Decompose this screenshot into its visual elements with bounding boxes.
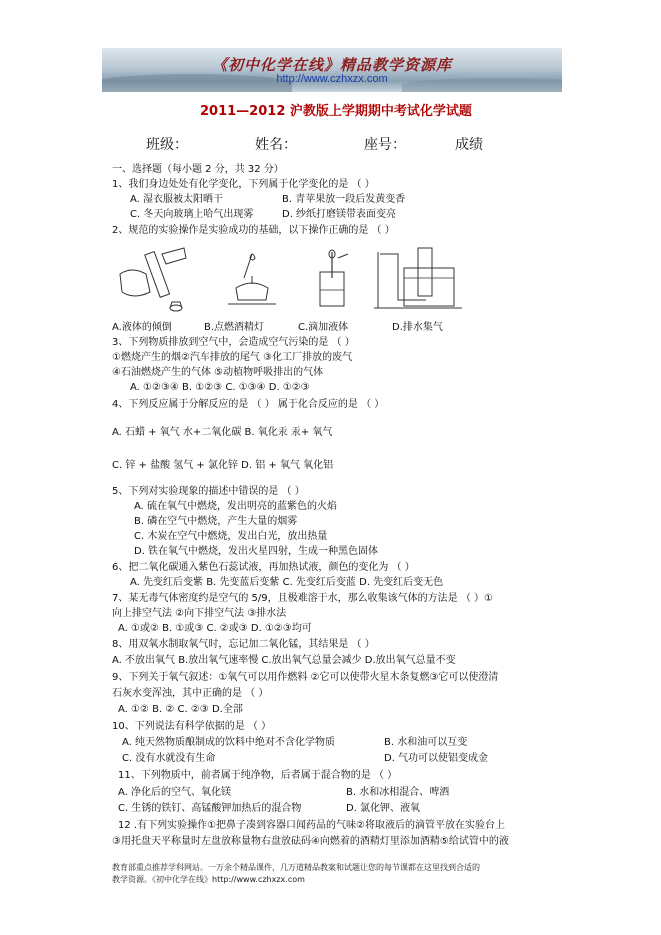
question-11-option-a: A. 净化后的空气、氧化镁 xyxy=(118,787,232,798)
question-1-option-d: D. 纱纸打磨镁带表面变亮 xyxy=(282,209,397,220)
question-5-option-c: C. 木炭在空气中燃烧，发出白光，放出热量 xyxy=(134,531,328,542)
question-10-option-a: A. 纯天然物质酿制成的饮料中绝对不含化学物质 xyxy=(122,737,336,748)
water-collection-figure xyxy=(374,244,464,310)
question-1-option-a: A. 湿衣服被太阳晒干 xyxy=(130,194,224,205)
question-4-options-cd: C. 锌 + 盐酸 氢气 + 氯化锌 D. 铝 + 氧气 氧化铝 xyxy=(112,460,334,471)
question-7-stem: 7、某无毒气体密度约是空气的 5/9，且极难溶于水，那么收集该气体的方法是 （ ）① xyxy=(112,593,493,604)
question-1-stem: 1、我们身边处处有化学变化，下列属于化学变化的是 （ ） xyxy=(112,179,375,190)
question-11-option-c: C. 生锈的铁钉、高锰酸钾加热后的混合物 xyxy=(118,803,302,814)
question-10-option-d: D. 气功可以使铝变成金 xyxy=(384,753,489,764)
question-6-stem: 6、把二氧化碳通入紫色石蕊试液，再加热试液，颜色的变化为 （ ） xyxy=(112,562,415,573)
question-6-options: A. 先变红后变紫 B. 先变蓝后变紫 C. 先变红后变蓝 D. 先变红后变无色 xyxy=(130,577,444,588)
question-12-stem: 12 .有下列实验操作①把鼻子凑到容器口闻药品的气味②将取液后的滴管平放在实验台上 xyxy=(118,820,506,831)
question-10-stem: 10、下列说法有科学依据的是 （ ） xyxy=(112,721,272,732)
question-3-stem: 3、下列物质排放到空气中，会造成空气污染的是 （ ） xyxy=(112,337,355,348)
score-label: 成绩 xyxy=(455,137,483,153)
class-label: 班级： xyxy=(146,137,188,153)
question-9-stem-continued: 石灰水变浑浊，其中正确的是 （ ） xyxy=(112,688,269,699)
pouring-liquid-figure xyxy=(112,244,192,314)
question-3-options: A. ①②③④ B. ①②③ C. ①③④ D. ①②③ xyxy=(130,382,310,393)
question-5-stem: 5、下列对实验现象的描述中错误的是 （ ） xyxy=(112,486,305,497)
question-11-option-b: B. 水和冰相混合、啤酒 xyxy=(346,787,450,798)
question-4-stem: 4、下列反应属于分解反应的是 （ ） 属于化合反应的是 （ ） xyxy=(112,399,385,410)
question-11-stem: 11、下列物质中，前者属于纯净物，后者属于混合物的是 （ ） xyxy=(118,770,398,781)
footer-line: 教学资源。《初中化学在线》http://www.czhxzx.com xyxy=(112,875,305,884)
question-3-item-line: ①燃烧产生的烟②汽车排放的尾气 ③化工厂排放的废气 xyxy=(112,352,353,363)
site-banner xyxy=(102,48,562,92)
question-8-options: A. 不放出氧气 B.放出氧气速率慢 C.放出氧气总量会减少 D.放出氧气总量不变 xyxy=(112,655,456,666)
question-4-options-ab: A. 石蜡 + 氧气 水+二氧化碳 B. 氧化汞 汞+ 氧气 xyxy=(112,427,333,438)
seat-label: 座号： xyxy=(364,137,406,153)
alcohol-lamp-figure xyxy=(222,248,282,308)
question-9-stem: 9、下列关于氧气叙述：①氧气可以用作燃料 ②它可以使带火星木条复燃③它可以使澄清 xyxy=(112,672,499,683)
question-8-stem: 8、用双氧水制取氧气时，忘记加二氧化锰，其结果是 （ ） xyxy=(112,639,375,650)
banner-title: 《初中化学在线》精品教学资源库 xyxy=(211,56,452,74)
question-1-option-c: C. 冬天向玻璃上哈气出现雾 xyxy=(130,209,254,220)
name-label: 姓名： xyxy=(255,137,297,153)
question-2-option-d: D.排水集气 xyxy=(392,322,443,333)
page-footer xyxy=(112,862,480,886)
footer-line: 教育部重点推荐学科网站。一万余个精品课件，几万道精品教案和试题让您的每节课都在这里找到合适的 xyxy=(112,863,480,872)
section-heading: 一、选择题（每小题 2 分，共 32 分） xyxy=(112,164,284,175)
question-5-option-d: D. 铁在氧气中燃烧，发出火星四射，生成一种黑色固体 xyxy=(134,546,379,557)
question-5-option-a: A. 硫在氧气中燃烧，发出明亮的蓝紫色的火焰 xyxy=(134,501,338,512)
question-11-option-d: D. 氯化钾、液氧 xyxy=(346,803,421,814)
question-12-stem-continued: ③用托盘天平称量时左盘放称量物右盘放砝码④向燃着的酒精灯里添加酒精⑤给试管中的液 xyxy=(112,836,509,847)
question-7-stem-continued: 向上排空气法 ②向下排空气法 ③排水法 xyxy=(112,608,287,619)
question-5-option-b: B. 磷在空气中燃烧，产生大量的烟雾 xyxy=(134,516,298,527)
question-1-option-b: B. 青苹果放一段后发黄变香 xyxy=(282,194,406,205)
question-7-options: A. ①或② B. ①或③ C. ②或③ D. ①②③均可 xyxy=(118,623,312,634)
question-3-item-line: ④石油燃烧产生的气体 ⑤动植物呼吸排出的气体 xyxy=(112,367,324,378)
question-2-stem: 2、规范的实验操作是实验成功的基础，以下操作正确的是 （ ） xyxy=(112,225,395,236)
exam-title: 2011—2012 沪教版上学期期中考试化学试题 xyxy=(200,104,472,119)
question-10-option-b: B. 水和油可以互变 xyxy=(384,737,468,748)
question-2-option-a: A.液体的倾倒 xyxy=(112,322,172,333)
question-2-option-b: B.点燃酒精灯 xyxy=(204,322,265,333)
question-10-option-c: C. 没有水就没有生命 xyxy=(122,753,216,764)
banner-url[interactable]: http://www.czhxzx.com xyxy=(276,73,388,85)
question-9-options: A. ①② B. ② C. ②③ D.全部 xyxy=(118,704,243,715)
dropper-figure xyxy=(308,248,358,312)
question-2-option-c: C.滴加液体 xyxy=(298,322,349,333)
